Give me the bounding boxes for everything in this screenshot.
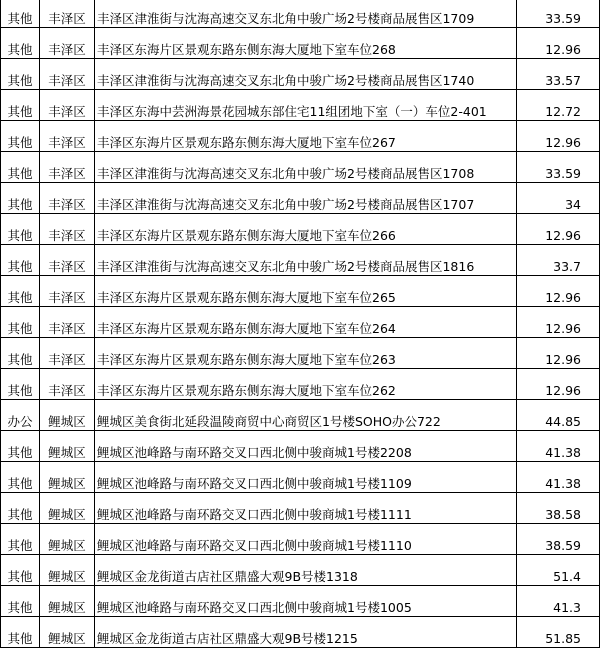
address-cell: 丰泽区津淮街与沈海高速交叉东北角中骏广场2号楼商品展售区1740	[95, 59, 517, 90]
district-cell: 丰泽区	[40, 0, 95, 28]
area-cell: 12.96	[517, 369, 600, 400]
area-cell: 12.96	[517, 214, 600, 245]
area-cell: 38.59	[517, 524, 600, 555]
type-cell: 其他	[1, 462, 40, 493]
address-cell: 丰泽区津淮街与沈海高速交叉东北角中骏广场2号楼商品展售区1709	[95, 0, 517, 28]
address-cell: 鲤城区美食街北延段温陵商贸中心商贸区1号楼SOHO办公722	[95, 400, 517, 431]
address-cell: 丰泽区东海片区景观东路东侧东海大厦地下室车位262	[95, 369, 517, 400]
area-cell: 12.96	[517, 121, 600, 152]
district-cell: 鲤城区	[40, 555, 95, 586]
type-cell: 其他	[1, 369, 40, 400]
table-row	[1, 152, 600, 183]
type-cell: 其他	[1, 245, 40, 276]
table-row	[1, 121, 600, 152]
area-cell: 34	[517, 183, 600, 214]
type-cell: 其他	[1, 431, 40, 462]
district-cell: 鲤城区	[40, 524, 95, 555]
area-cell: 41.38	[517, 462, 600, 493]
type-cell: 其他	[1, 214, 40, 245]
table-row	[1, 0, 600, 28]
district-cell: 丰泽区	[40, 369, 95, 400]
table-row	[1, 617, 600, 648]
table-row	[1, 59, 600, 90]
district-cell: 丰泽区	[40, 276, 95, 307]
address-cell: 鲤城区池峰路与南环路交叉口西北侧中骏商城1号楼1109	[95, 462, 517, 493]
address-cell: 丰泽区东海片区景观东路东侧东海大厦地下室车位263	[95, 338, 517, 369]
table-row	[1, 276, 600, 307]
type-cell: 其他	[1, 0, 40, 28]
district-cell: 鲤城区	[40, 462, 95, 493]
table-row	[1, 338, 600, 369]
address-cell: 丰泽区东海片区景观东路东侧东海大厦地下室车位266	[95, 214, 517, 245]
table-row	[1, 493, 600, 524]
type-cell: 其他	[1, 28, 40, 59]
table-row	[1, 586, 600, 617]
table-row	[1, 28, 600, 59]
table-row	[1, 431, 600, 462]
table-row	[1, 462, 600, 493]
address-cell: 丰泽区津淮街与沈海高速交叉东北角中骏广场2号楼商品展售区1708	[95, 152, 517, 183]
district-cell: 丰泽区	[40, 121, 95, 152]
table-row	[1, 307, 600, 338]
area-cell: 12.96	[517, 338, 600, 369]
district-cell: 丰泽区	[40, 183, 95, 214]
address-cell: 丰泽区东海片区景观东路东侧东海大厦地下室车位264	[95, 307, 517, 338]
type-cell: 其他	[1, 586, 40, 617]
address-cell: 鲤城区池峰路与南环路交叉口西北侧中骏商城1号楼1005	[95, 586, 517, 617]
district-cell: 丰泽区	[40, 338, 95, 369]
area-cell: 51.85	[517, 617, 600, 648]
table-row	[1, 524, 600, 555]
area-cell: 12.96	[517, 307, 600, 338]
type-cell: 其他	[1, 276, 40, 307]
table-row	[1, 214, 600, 245]
address-cell: 鲤城区池峰路与南环路交叉口西北侧中骏商城1号楼1110	[95, 524, 517, 555]
area-cell: 12.96	[517, 28, 600, 59]
district-cell: 丰泽区	[40, 59, 95, 90]
table-row	[1, 555, 600, 586]
address-cell: 鲤城区池峰路与南环路交叉口西北侧中骏商城1号楼1111	[95, 493, 517, 524]
type-cell: 其他	[1, 59, 40, 90]
area-cell: 33.57	[517, 59, 600, 90]
area-cell: 12.72	[517, 90, 600, 121]
district-cell: 丰泽区	[40, 28, 95, 59]
table-row	[1, 183, 600, 214]
type-cell: 其他	[1, 617, 40, 648]
area-cell: 33.59	[517, 152, 600, 183]
district-cell: 鲤城区	[40, 400, 95, 431]
district-cell: 丰泽区	[40, 214, 95, 245]
type-cell: 其他	[1, 307, 40, 338]
type-cell: 其他	[1, 338, 40, 369]
area-cell: 33.7	[517, 245, 600, 276]
address-cell: 丰泽区东海片区景观东路东侧东海大厦地下室车位268	[95, 28, 517, 59]
table-row	[1, 245, 600, 276]
district-cell: 鲤城区	[40, 431, 95, 462]
type-cell: 办公	[1, 400, 40, 431]
district-cell: 丰泽区	[40, 90, 95, 121]
district-cell: 丰泽区	[40, 152, 95, 183]
area-cell: 38.58	[517, 493, 600, 524]
address-cell: 丰泽区津淮街与沈海高速交叉东北角中骏广场2号楼商品展售区1707	[95, 183, 517, 214]
table-row	[1, 400, 600, 431]
type-cell: 其他	[1, 90, 40, 121]
type-cell: 其他	[1, 493, 40, 524]
address-cell: 丰泽区津淮街与沈海高速交叉东北角中骏广场2号楼商品展售区1816	[95, 245, 517, 276]
address-cell: 丰泽区东海片区景观东路东侧东海大厦地下室车位265	[95, 276, 517, 307]
district-cell: 丰泽区	[40, 245, 95, 276]
area-cell: 41.3	[517, 586, 600, 617]
area-cell: 12.96	[517, 276, 600, 307]
table-body	[1, 0, 600, 648]
address-cell: 鲤城区池峰路与南环路交叉口西北侧中骏商城1号楼2208	[95, 431, 517, 462]
district-cell: 鲤城区	[40, 493, 95, 524]
address-cell: 丰泽区东海中芸洲海景花园城东部住宅11组团地下室（一）车位2-401	[95, 90, 517, 121]
type-cell: 其他	[1, 121, 40, 152]
table-row	[1, 90, 600, 121]
district-cell: 鲤城区	[40, 617, 95, 648]
area-cell: 44.85	[517, 400, 600, 431]
area-cell: 41.38	[517, 431, 600, 462]
type-cell: 其他	[1, 183, 40, 214]
area-cell: 51.4	[517, 555, 600, 586]
district-cell: 鲤城区	[40, 586, 95, 617]
type-cell: 其他	[1, 555, 40, 586]
address-cell: 丰泽区东海片区景观东路东侧东海大厦地下室车位267	[95, 121, 517, 152]
type-cell: 其他	[1, 524, 40, 555]
type-cell: 其他	[1, 152, 40, 183]
area-cell: 33.59	[517, 0, 600, 28]
table-row	[1, 369, 600, 400]
address-cell: 鲤城区金龙街道古店社区鼎盛大观9B号楼1215	[95, 617, 517, 648]
address-cell: 鲤城区金龙街道古店社区鼎盛大观9B号楼1318	[95, 555, 517, 586]
district-cell: 丰泽区	[40, 307, 95, 338]
